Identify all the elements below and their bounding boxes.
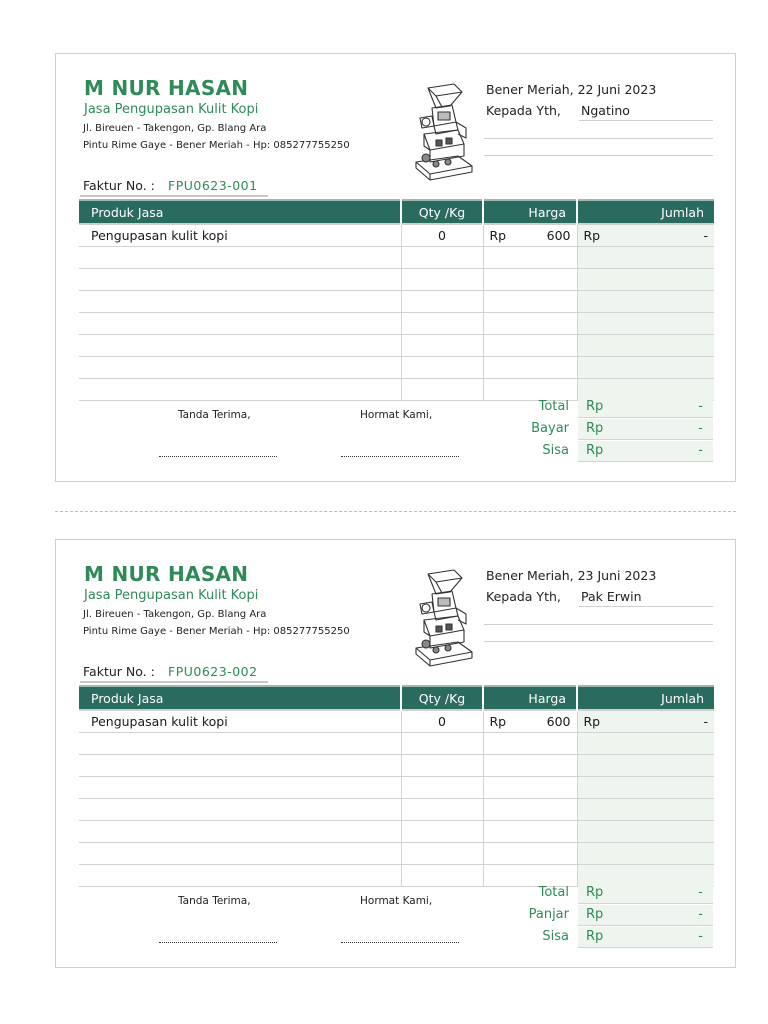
sender-signature-label: Hormat Kami,	[360, 409, 433, 421]
item-amount-currency: Rp	[583, 228, 601, 243]
table-row	[79, 247, 714, 269]
summary-currency: Rp	[586, 885, 604, 900]
invoice-date: Bener Meriah, 23 Juni 2023	[486, 568, 657, 583]
table-row	[79, 821, 714, 843]
summary-cell-total	[578, 397, 713, 418]
company-address-line-2: Pintu Rime Gaye - Bener Meriah - Hp: 085277755250	[83, 626, 350, 637]
summary-currency: Rp	[586, 399, 604, 414]
items-table-header	[79, 200, 714, 224]
receiver-signature-line	[159, 942, 277, 943]
company-address-line-2: Pintu Rime Gaye - Bener Meriah - Hp: 085277755250	[83, 140, 350, 151]
summary-value: -	[698, 907, 703, 922]
invoice-2	[55, 539, 736, 968]
summary-currency: Rp	[586, 421, 604, 436]
sender-signature-label: Hormat Kami,	[360, 895, 433, 907]
summary-label-total: Total	[538, 399, 569, 414]
address-line-blank-2	[484, 641, 713, 642]
item-qty: 0	[401, 224, 483, 247]
column-header-product: Produk Jasa	[79, 686, 401, 710]
table-row	[79, 799, 714, 821]
item-qty: 0	[401, 710, 483, 733]
recipient-name: Pak Erwin	[581, 589, 642, 604]
address-line-blank-2	[484, 155, 713, 156]
items-table	[79, 685, 714, 887]
invoice-number-label: Faktur No. :	[83, 178, 155, 193]
company-name: M NUR HASAN	[84, 562, 249, 586]
column-header-amount: Jumlah	[577, 200, 714, 224]
item-price-currency: Rp	[489, 714, 507, 729]
company-subtitle: Jasa Pengupasan Kulit Kopi	[84, 588, 259, 603]
summary-cell-payment	[578, 905, 713, 926]
item-name: Pengupasan kulit kopi	[91, 228, 228, 243]
item-amount: -	[703, 228, 708, 243]
summary-value: -	[698, 929, 703, 944]
company-subtitle: Jasa Pengupasan Kulit Kopi	[84, 102, 259, 117]
summary-cell-payment	[578, 419, 713, 440]
recipient-label: Kepada Yth,	[486, 589, 561, 604]
table-row	[79, 224, 714, 247]
invoice-number-underline	[80, 681, 268, 683]
table-row	[79, 357, 714, 379]
item-amount-currency: Rp	[583, 714, 601, 729]
table-row	[79, 843, 714, 865]
summary-label-payment: Panjar	[528, 907, 569, 922]
summary-cell-remaining	[578, 927, 713, 948]
cut-line	[55, 511, 736, 512]
coffee-huller-machine-icon	[406, 568, 476, 670]
invoice-1	[55, 53, 736, 482]
summary-label-total: Total	[538, 885, 569, 900]
table-row	[79, 291, 714, 313]
item-name: Pengupasan kulit kopi	[91, 714, 228, 729]
items-table-header	[79, 686, 714, 710]
summary-value: -	[698, 421, 703, 436]
recipient-name-underline	[579, 120, 713, 121]
items-table	[79, 199, 714, 401]
company-address-line-1: Jl. Bireuen - Takengon, Gp. Blang Ara	[83, 123, 267, 134]
summary-cell-remaining	[578, 441, 713, 462]
column-header-product: Produk Jasa	[79, 200, 401, 224]
summary-label-remaining: Sisa	[542, 443, 569, 458]
summary-currency: Rp	[586, 907, 604, 922]
receiver-signature-line	[159, 456, 277, 457]
summary-currency: Rp	[586, 443, 604, 458]
invoice-number: FPU0623-002	[168, 664, 258, 679]
receiver-signature-label: Tanda Terima,	[178, 895, 251, 907]
column-header-qty: Qty /Kg	[401, 686, 483, 710]
summary-label-payment: Bayar	[531, 421, 569, 436]
invoice-date: Bener Meriah, 22 Juni 2023	[486, 82, 657, 97]
table-row	[79, 335, 714, 357]
company-name: M NUR HASAN	[84, 76, 249, 100]
summary-value: -	[698, 885, 703, 900]
recipient-name: Ngatino	[581, 103, 630, 118]
table-row	[79, 710, 714, 733]
sender-signature-line	[341, 942, 459, 943]
table-row	[79, 755, 714, 777]
column-header-qty: Qty /Kg	[401, 200, 483, 224]
sender-signature-line	[341, 456, 459, 457]
column-header-price: Harga	[483, 686, 577, 710]
table-row	[79, 269, 714, 291]
summary-value: -	[698, 399, 703, 414]
invoice-number: FPU0623-001	[168, 178, 258, 193]
item-amount: -	[703, 714, 708, 729]
address-line-blank-1	[484, 624, 713, 625]
address-line-blank-1	[484, 138, 713, 139]
summary-currency: Rp	[586, 929, 604, 944]
column-header-amount: Jumlah	[577, 686, 714, 710]
column-header-price: Harga	[483, 200, 577, 224]
table-row	[79, 777, 714, 799]
summary-label-remaining: Sisa	[542, 929, 569, 944]
item-price: 600	[546, 714, 571, 729]
table-row	[79, 313, 714, 335]
invoice-number-label: Faktur No. :	[83, 664, 155, 679]
invoice-number-underline	[80, 195, 268, 197]
item-price: 600	[546, 228, 571, 243]
item-price-currency: Rp	[489, 228, 507, 243]
recipient-label: Kepada Yth,	[486, 103, 561, 118]
coffee-huller-machine-icon	[406, 82, 476, 184]
recipient-name-underline	[579, 606, 713, 607]
company-address-line-1: Jl. Bireuen - Takengon, Gp. Blang Ara	[83, 609, 267, 620]
summary-value: -	[698, 443, 703, 458]
receiver-signature-label: Tanda Terima,	[178, 409, 251, 421]
table-row	[79, 733, 714, 755]
summary-cell-total	[578, 883, 713, 904]
